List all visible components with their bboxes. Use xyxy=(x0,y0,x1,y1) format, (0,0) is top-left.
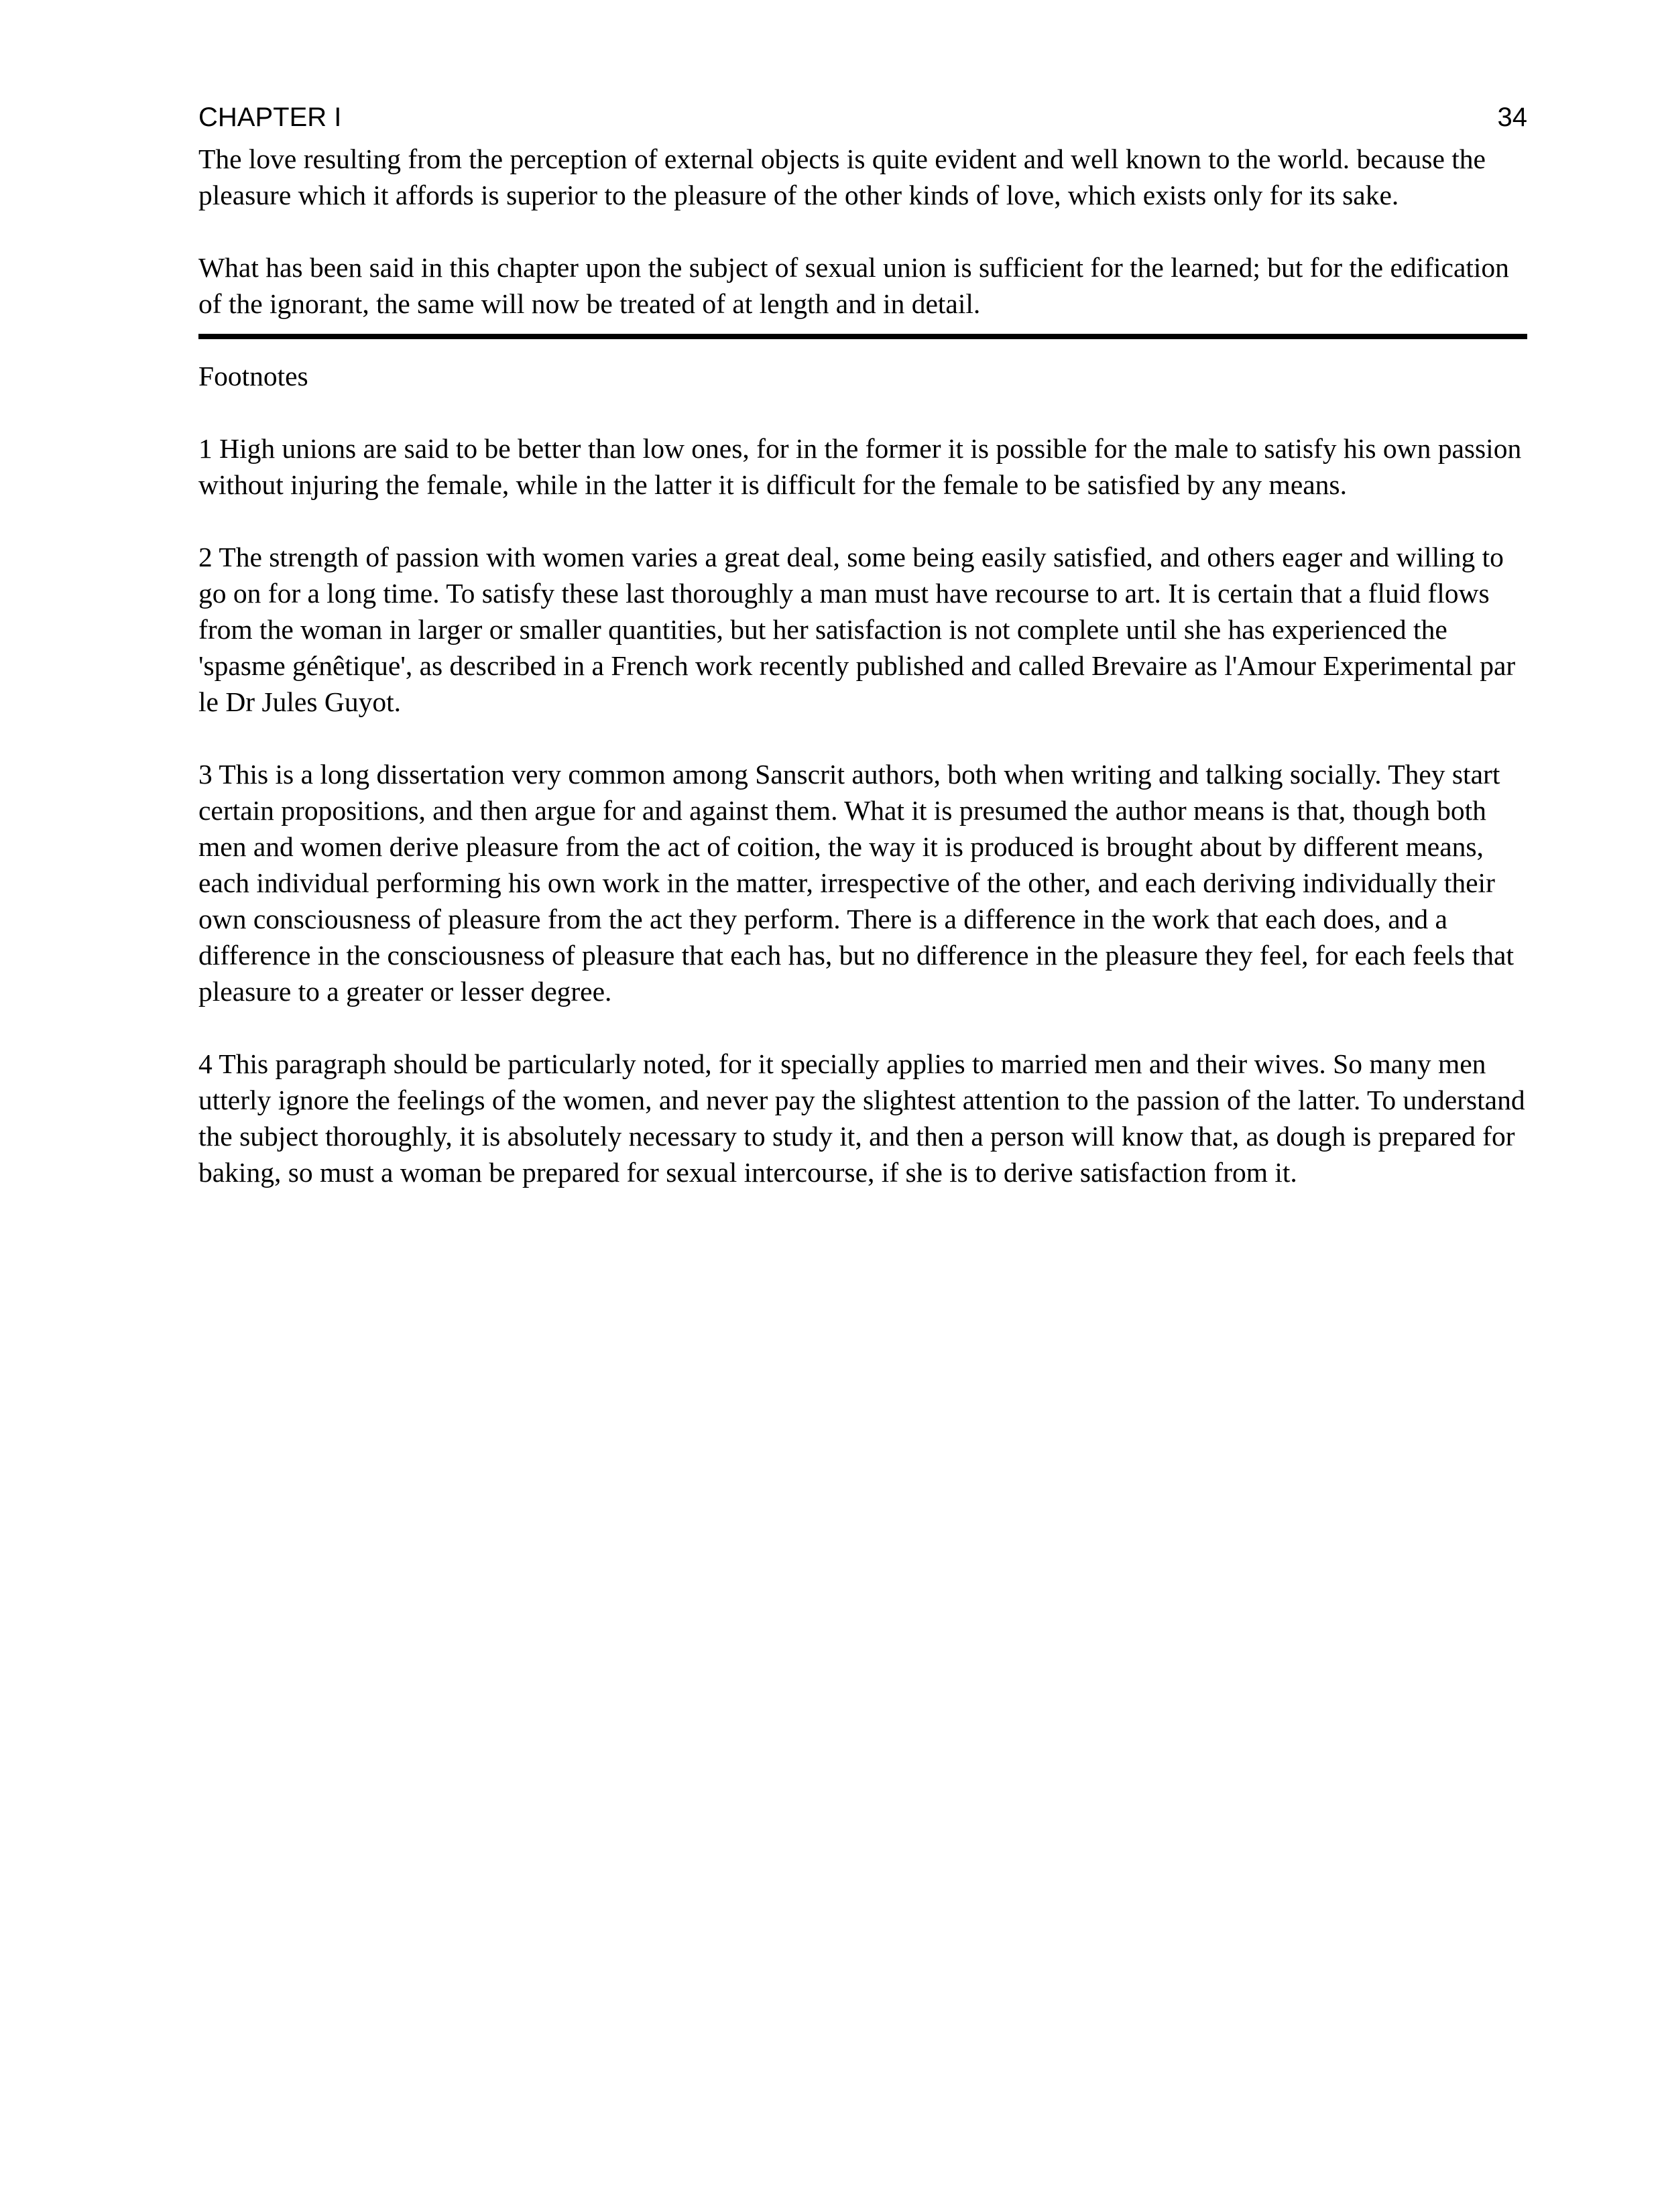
page-number: 34 xyxy=(1497,103,1527,132)
paragraph: What has been said in this chapter upon the subject of sexual union is sufficient for the learned; but for the edification of the ignorant, the same will now be treated of at length and in detail. xyxy=(198,252,1509,319)
paragraph-gap xyxy=(198,503,1527,539)
document-page xyxy=(198,101,1527,1190)
footnote: 2 The strength of passion with women varies a great deal, some being easily satisfied, and others eager and willing to go on for a long time. To satisfy these last thoroughly a man must have recourse to art. It is certain that a fluid flows from the woman in larger or smaller quantities, but her satisfaction is not complete until she has experienced the 'spasme génêtique', as described in a French work recently published and called Brevaire as l'Amour Experimental par le Dr Jules Guyot. xyxy=(198,542,1516,717)
paragraph-gap xyxy=(198,720,1527,756)
page-header xyxy=(198,101,1527,141)
section-divider xyxy=(198,334,1527,339)
main-text xyxy=(198,141,1527,1190)
paragraph-gap xyxy=(198,394,1527,430)
footnote: 1 High unions are said to be better than low ones, for in the former it is possible for the male to satisfy his own passion without injuring the female, while in the latter it is difficult for the female to be satisfied by any means. xyxy=(198,433,1522,500)
footnote: 3 This is a long dissertation very common among Sanscrit authors, both when writing and talking socially. They start certain propositions, and then argue for and against them. What it is presumed the author means is that, though both men and women derive pleasure from the act of coition, the way it is produced is brought about by different means, each individual performing his own work in the matter, irrespective of the other, and each deriving individually their own consciousness of pleasure from the act they perform. There is a difference in the work that each does, and a difference in the consciousness of pleasure that each has, but no difference in the pleasure they feel, for each feels that pleasure to a greater or lesser degree. xyxy=(198,759,1514,1007)
paragraph-gap xyxy=(198,213,1527,249)
footnote: 4 This paragraph should be particularly noted, for it specially applies to married men and their wives. So many men utterly ignore the feelings of the women, and never pay the slightest attention to the passion of the latter. To understand the subject thoroughly, it is absolutely necessary to study it, and then a person will know that, as dough is prepared for baking, so must a woman be prepared for sexual intercourse, if she is to derive satisfaction from it. xyxy=(198,1048,1525,1188)
chapter-title: CHAPTER I xyxy=(198,103,342,132)
footnotes-heading: Footnotes xyxy=(198,361,308,391)
paragraph-gap xyxy=(198,1009,1527,1046)
paragraph: The love resulting from the perception of external objects is quite evident and well known to the world. because the pleasure which it affords is superior to the pleasure of the other kinds of love, which exists only for its sake. xyxy=(198,143,1486,210)
